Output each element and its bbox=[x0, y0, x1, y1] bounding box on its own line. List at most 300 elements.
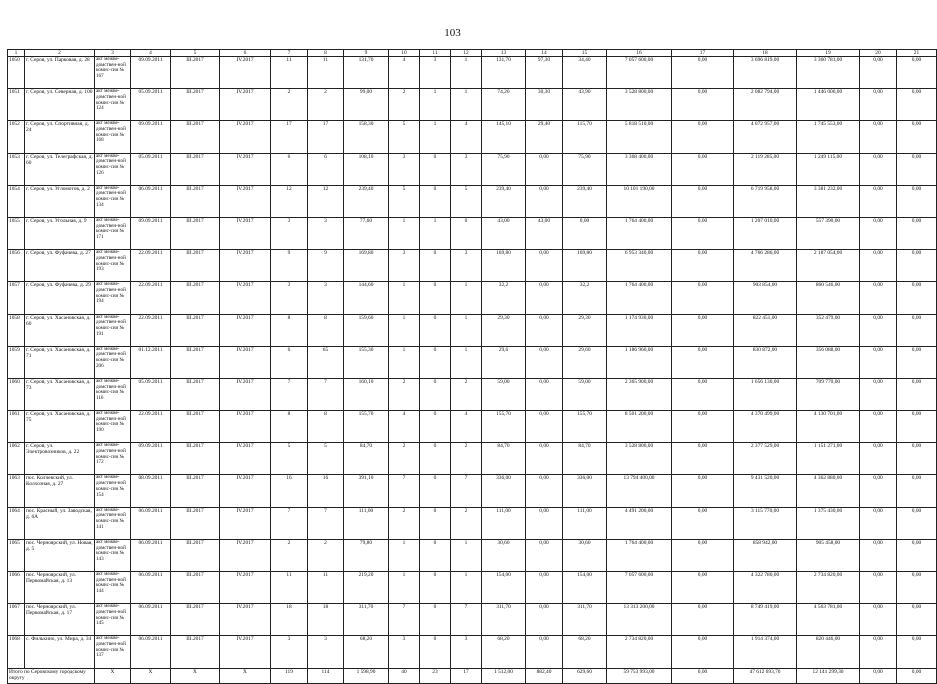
cell-c8: 9 bbox=[308, 250, 344, 282]
cell-c20: 0,00 bbox=[860, 411, 897, 443]
cell-date: 09.09.2011 bbox=[131, 57, 171, 89]
cell-c10: 2 bbox=[389, 507, 420, 539]
cell-c10: 3 bbox=[389, 153, 420, 185]
cell-c13: 30,60 bbox=[482, 539, 526, 571]
cell-c20: 0,00 bbox=[860, 346, 897, 378]
cell-c15: 29,30 bbox=[563, 314, 607, 346]
cell-c14: 29,40 bbox=[526, 121, 563, 153]
cell-c9: 77,60 bbox=[344, 217, 389, 249]
cell-c10: 2 bbox=[389, 378, 420, 410]
cell-c11: 0 bbox=[420, 604, 451, 636]
cell-c21: 0,00 bbox=[897, 314, 937, 346]
cell-n: 1052 bbox=[8, 121, 25, 153]
cell-c14: 0,00 bbox=[526, 282, 563, 314]
cell-c13: 311,70 bbox=[482, 604, 526, 636]
cell-c12: 1 bbox=[451, 539, 482, 571]
cell-date: 06.09.2011 bbox=[131, 185, 171, 217]
cell-addr: г. Серов, ул. Хасановская, д. 71 bbox=[25, 346, 95, 378]
cell-c18: 3 115 770,00 bbox=[734, 507, 797, 539]
cell-addr: пос. Черноярский, ул. Первомайская, д. 17 bbox=[25, 604, 95, 636]
cell-c13: 75,90 bbox=[482, 153, 526, 185]
cell-c17: 0,00 bbox=[672, 475, 734, 507]
cell-c7: 12 bbox=[271, 185, 308, 217]
cell-c21: 0,00 bbox=[897, 57, 937, 89]
cell-c7: 2 bbox=[271, 89, 308, 121]
cell-c16: 2 734 820,00 bbox=[607, 636, 672, 668]
total-c19: 12 141 299,30 bbox=[797, 668, 860, 683]
cell-q2: IV.2017 bbox=[220, 572, 271, 604]
cell-c18: 903 854,00 bbox=[734, 282, 797, 314]
cell-c19: 557 390,00 bbox=[797, 217, 860, 249]
cell-c8: 2 bbox=[308, 89, 344, 121]
column-number-13: 13 bbox=[482, 50, 526, 57]
cell-q2: IV.2017 bbox=[220, 89, 271, 121]
cell-date: 09.09.2011 bbox=[131, 443, 171, 475]
cell-q1: III.2017 bbox=[171, 250, 220, 282]
cell-c21: 0,00 bbox=[897, 250, 937, 282]
cell-n: 1062 bbox=[8, 443, 25, 475]
cell-addr: г. Серов, ул. Угломотов, д. 2 bbox=[25, 185, 95, 217]
column-number-19: 19 bbox=[797, 50, 860, 57]
cell-c16: 1 186 960,00 bbox=[607, 346, 672, 378]
cell-c7: 6 bbox=[271, 346, 308, 378]
cell-c19: 356 088,00 bbox=[797, 346, 860, 378]
cell-c10: 1 bbox=[389, 572, 420, 604]
cell-n: 1060 bbox=[8, 378, 25, 410]
cell-c16: 13 313 200,00 bbox=[607, 604, 672, 636]
page-number: 103 bbox=[444, 27, 461, 39]
cell-c9: 311,70 bbox=[344, 604, 389, 636]
cell-c18: 9 431 520,00 bbox=[734, 475, 797, 507]
cell-c12: 2 bbox=[451, 378, 482, 410]
cell-c14: 0,00 bbox=[526, 572, 563, 604]
cell-c9: 239,40 bbox=[344, 185, 389, 217]
cell-n: 1063 bbox=[8, 475, 25, 507]
total-c15: 629,60 bbox=[563, 668, 607, 683]
cell-c10: 1 bbox=[389, 346, 420, 378]
total-label: Итого по Серовскому городскому округу bbox=[8, 668, 95, 683]
cell-date: 22.09.2011 bbox=[131, 250, 171, 282]
cell-c9: 391,10 bbox=[344, 475, 389, 507]
column-number-11: 11 bbox=[420, 50, 451, 57]
cell-c15: 111,00 bbox=[563, 507, 607, 539]
cell-c17: 0,00 bbox=[672, 636, 734, 668]
cell-c19: 1 375 430,00 bbox=[797, 507, 860, 539]
cell-c15: 43,90 bbox=[563, 89, 607, 121]
cell-c13: 68,20 bbox=[482, 636, 526, 668]
cell-c20: 0,00 bbox=[860, 121, 897, 153]
cell-c11: 0 bbox=[420, 411, 451, 443]
cell-c9: 160,10 bbox=[344, 378, 389, 410]
cell-c13: 59,00 bbox=[482, 378, 526, 410]
cell-q2: IV.2017 bbox=[220, 443, 271, 475]
cell-c16: 3 528 800,00 bbox=[607, 89, 672, 121]
cell-c11: 1 bbox=[420, 217, 451, 249]
cell-c8: 8 bbox=[308, 314, 344, 346]
cell-addr: г. Серов, ул. Угольная, д. 9 bbox=[25, 217, 95, 249]
total-c16: 59 753 993,00 bbox=[607, 668, 672, 683]
column-number-9: 9 bbox=[344, 50, 389, 57]
cell-c17: 0,00 bbox=[672, 378, 734, 410]
cell-c8: 16 bbox=[308, 475, 344, 507]
table-row bbox=[8, 636, 937, 668]
cell-c15: 169,80 bbox=[563, 250, 607, 282]
cell-doc: акт межве-домствен-ной комис-сии № 143 bbox=[95, 539, 131, 571]
cell-c19: 1 745 553,00 bbox=[797, 121, 860, 153]
total-c14: 882,40 bbox=[526, 668, 563, 683]
cell-date: 01.12.2011 bbox=[131, 346, 171, 378]
cell-c14: 0,00 bbox=[526, 443, 563, 475]
cell-addr: пос. Колчевский, ул. Колхозная, д. 27 bbox=[25, 475, 95, 507]
cell-date: 22.09.2011 bbox=[131, 411, 171, 443]
table-row bbox=[8, 217, 937, 249]
table-row bbox=[8, 314, 937, 346]
cell-n: 1057 bbox=[8, 282, 25, 314]
cell-c13: 29,30 bbox=[482, 314, 526, 346]
cell-q2: IV.2017 bbox=[220, 636, 271, 668]
cell-c16: 4 491 200,00 bbox=[607, 507, 672, 539]
cell-c9: 99,00 bbox=[344, 89, 389, 121]
cell-c16: 3 528 800,00 bbox=[607, 443, 672, 475]
cell-q2: IV.2017 bbox=[220, 346, 271, 378]
cell-doc: акт межве-домствен-ной комис-сии № 206 bbox=[95, 346, 131, 378]
table-row bbox=[8, 282, 937, 314]
cell-c7: 3 bbox=[271, 217, 308, 249]
cell-q1: III.2017 bbox=[171, 475, 220, 507]
cell-c15: 32,2 bbox=[563, 282, 607, 314]
cell-c21: 0,00 bbox=[897, 443, 937, 475]
cell-c12: 4 bbox=[451, 411, 482, 443]
cell-c7: 8 bbox=[271, 314, 308, 346]
cell-q2: IV.2017 bbox=[220, 153, 271, 185]
cell-c7: 7 bbox=[271, 378, 308, 410]
cell-addr: г. Серов, ул. Хасановская, д. 73 bbox=[25, 378, 95, 410]
cell-n: 1066 bbox=[8, 572, 25, 604]
cell-addr: г. Серов, ул. Хасановская, д. 75 bbox=[25, 411, 95, 443]
cell-c8: 2 bbox=[308, 539, 344, 571]
cell-c20: 0,00 bbox=[860, 604, 897, 636]
table-row bbox=[8, 89, 937, 121]
cell-c13: 111,00 bbox=[482, 507, 526, 539]
cell-q2: IV.2017 bbox=[220, 282, 271, 314]
cell-c7: 16 bbox=[271, 475, 308, 507]
cell-date: 06.09.2011 bbox=[131, 572, 171, 604]
cell-c9: 84,70 bbox=[344, 443, 389, 475]
cell-c17: 0,00 bbox=[672, 604, 734, 636]
cell-q2: IV.2017 bbox=[220, 411, 271, 443]
cell-n: 1055 bbox=[8, 217, 25, 249]
cell-c13: 84,70 bbox=[482, 443, 526, 475]
cell-c13: 74,20 bbox=[482, 89, 526, 121]
cell-c21: 0,00 bbox=[897, 475, 937, 507]
cell-c20: 0,00 bbox=[860, 282, 897, 314]
table-row bbox=[8, 604, 937, 636]
column-number-4: 4 bbox=[131, 50, 171, 57]
column-number-1: 1 bbox=[8, 50, 25, 57]
cell-c7: 9 bbox=[271, 250, 308, 282]
cell-c21: 0,00 bbox=[897, 507, 937, 539]
table-row bbox=[8, 507, 937, 539]
cell-c13: 155,70 bbox=[482, 411, 526, 443]
cell-c15: 75,90 bbox=[563, 153, 607, 185]
cell-q2: IV.2017 bbox=[220, 217, 271, 249]
cell-c7: 3 bbox=[271, 282, 308, 314]
cell-c8: 3 bbox=[308, 636, 344, 668]
cell-c9: 79,80 bbox=[344, 539, 389, 571]
cell-c11: 3 bbox=[420, 57, 451, 89]
cell-c15: 59,00 bbox=[563, 378, 607, 410]
cell-c18: 3 696 819,00 bbox=[734, 57, 797, 89]
cell-c11: 1 bbox=[420, 121, 451, 153]
cell-c17: 0,00 bbox=[672, 314, 734, 346]
cell-c10: 1 bbox=[389, 314, 420, 346]
cell-c19: 2 734 820,00 bbox=[797, 572, 860, 604]
cell-c11: 0 bbox=[420, 185, 451, 217]
cell-c19: 4 563 781,00 bbox=[797, 604, 860, 636]
column-number-17: 17 bbox=[672, 50, 734, 57]
cell-c11: 0 bbox=[420, 507, 451, 539]
column-number-15: 15 bbox=[563, 50, 607, 57]
column-number-14: 14 bbox=[526, 50, 563, 57]
table-row bbox=[8, 153, 937, 185]
cell-c9: 159,60 bbox=[344, 314, 389, 346]
cell-c12: 3 bbox=[451, 153, 482, 185]
cell-c11: 0 bbox=[420, 378, 451, 410]
cell-c17: 0,00 bbox=[672, 217, 734, 249]
cell-c18: 2 082 794,00 bbox=[734, 89, 797, 121]
cell-c8: 18 bbox=[308, 604, 344, 636]
cell-c13: 336,00 bbox=[482, 475, 526, 507]
cell-c21: 0,00 bbox=[897, 153, 937, 185]
cell-c13: 154,00 bbox=[482, 572, 526, 604]
cell-c12: 0 bbox=[451, 217, 482, 249]
cell-c14: 43,00 bbox=[526, 217, 563, 249]
cell-c12: 2 bbox=[451, 443, 482, 475]
cell-doc: акт межве-домствен-ной комис-сии № 193 bbox=[95, 250, 131, 282]
cell-c18: 830 872,00 bbox=[734, 346, 797, 378]
cell-date: 09.09.2011 bbox=[131, 217, 171, 249]
cell-q1: III.2017 bbox=[171, 346, 220, 378]
cell-q2: IV.2017 bbox=[220, 57, 271, 89]
cell-c20: 0,00 bbox=[860, 572, 897, 604]
cell-q1: III.2017 bbox=[171, 411, 220, 443]
cell-addr: пос. Красный, ул. Заводская, д. 6А bbox=[25, 507, 95, 539]
cell-c14: 0,00 bbox=[526, 411, 563, 443]
cell-c13: 239,40 bbox=[482, 185, 526, 217]
cell-q1: III.2017 bbox=[171, 217, 220, 249]
cell-c20: 0,00 bbox=[860, 539, 897, 571]
cell-q1: III.2017 bbox=[171, 604, 220, 636]
cell-q1: III.2017 bbox=[171, 121, 220, 153]
cell-doc: акт межве-домствен-ной комис-сии № 168 bbox=[95, 121, 131, 153]
cell-q1: III.2017 bbox=[171, 539, 220, 571]
cell-doc: акт межве-домствен-ной комис-сии № 141 bbox=[95, 507, 131, 539]
cell-doc: акт межве-домствен-ной комис-сии № 167 bbox=[95, 57, 131, 89]
cell-c8: 3 bbox=[308, 217, 344, 249]
column-number-10: 10 bbox=[389, 50, 420, 57]
cell-c7: 5 bbox=[271, 443, 308, 475]
cell-c18: 4 766 286,00 bbox=[734, 250, 797, 282]
cell-c12: 2 bbox=[451, 507, 482, 539]
cell-c13: 43,00 bbox=[482, 217, 526, 249]
cell-q1: III.2017 bbox=[171, 89, 220, 121]
total-c9: 1 598,90 bbox=[344, 668, 389, 683]
cell-c11: 0 bbox=[420, 153, 451, 185]
cell-c21: 0,00 bbox=[897, 185, 937, 217]
cell-q1: III.2017 bbox=[171, 185, 220, 217]
cell-c15: 154,00 bbox=[563, 572, 607, 604]
cell-c8: 3 bbox=[308, 282, 344, 314]
cell-c8: 11 bbox=[308, 57, 344, 89]
cell-doc: акт межве-домствен-ной комис-сии № 134 bbox=[95, 185, 131, 217]
cell-c8: 17 bbox=[308, 121, 344, 153]
cell-doc: акт межве-домствен-ной комис-сии № 194 bbox=[95, 282, 131, 314]
cell-c18: 8 749 419,00 bbox=[734, 604, 797, 636]
cell-c14: 0,00 bbox=[526, 604, 563, 636]
cell-doc: акт межве-домствен-ной комис-сии № 116 bbox=[95, 378, 131, 410]
cell-c18: 1 207 010,00 bbox=[734, 217, 797, 249]
table-row bbox=[8, 121, 937, 153]
table-row bbox=[8, 346, 937, 378]
cell-c12: 1 bbox=[451, 89, 482, 121]
table-row bbox=[8, 185, 937, 217]
cell-c21: 0,00 bbox=[897, 346, 937, 378]
cell-c10: 7 bbox=[389, 475, 420, 507]
cell-q1: III.2017 bbox=[171, 636, 220, 668]
cell-c15: 30,60 bbox=[563, 539, 607, 571]
cell-c11: 0 bbox=[420, 443, 451, 475]
cell-c16: 6 953 340,00 bbox=[607, 250, 672, 282]
header-row bbox=[8, 50, 937, 57]
cell-c10: 3 bbox=[389, 636, 420, 668]
cell-date: 05.09.2011 bbox=[131, 378, 171, 410]
cell-c15: 68,20 bbox=[563, 636, 607, 668]
cell-date: 05.09.2011 bbox=[131, 153, 171, 185]
cell-c18: 6 719 958,00 bbox=[734, 185, 797, 217]
cell-date: 05.09.2011 bbox=[131, 89, 171, 121]
cell-c16: 2 365 900,00 bbox=[607, 378, 672, 410]
cell-c14: 0,00 bbox=[526, 314, 563, 346]
cell-c9: 158,30 bbox=[344, 121, 389, 153]
cell-n: 1050 bbox=[8, 57, 25, 89]
total-c4: X bbox=[131, 668, 171, 683]
cell-c17: 0,00 bbox=[672, 507, 734, 539]
cell-date: 08.09.2011 bbox=[131, 475, 171, 507]
cell-c15: 239,40 bbox=[563, 185, 607, 217]
cell-c11: 0 bbox=[420, 475, 451, 507]
cell-c10: 1 bbox=[389, 282, 420, 314]
cell-c20: 0,00 bbox=[860, 185, 897, 217]
cell-c17: 0,00 bbox=[672, 443, 734, 475]
cell-q1: III.2017 bbox=[171, 314, 220, 346]
total-c20: 0,00 bbox=[860, 668, 897, 683]
cell-c12: 7 bbox=[451, 475, 482, 507]
cell-q2: IV.2017 bbox=[220, 507, 271, 539]
cell-c21: 0,00 bbox=[897, 217, 937, 249]
cell-q1: III.2017 bbox=[171, 378, 220, 410]
cell-n: 1058 bbox=[8, 314, 25, 346]
cell-c21: 0,00 bbox=[897, 411, 937, 443]
cell-c19: 2 187 054,00 bbox=[797, 250, 860, 282]
cell-n: 1054 bbox=[8, 185, 25, 217]
cell-c10: 4 bbox=[389, 411, 420, 443]
cell-date: 06.09.2011 bbox=[131, 604, 171, 636]
cell-n: 1053 bbox=[8, 153, 25, 185]
cell-c11: 0 bbox=[420, 346, 451, 378]
cell-c20: 0,00 bbox=[860, 475, 897, 507]
cell-q2: IV.2017 bbox=[220, 604, 271, 636]
cell-c11: 0 bbox=[420, 636, 451, 668]
cell-addr: г. Серов, ул. Спортивная, д. 24 bbox=[25, 121, 95, 153]
cell-c11: 1 bbox=[420, 89, 451, 121]
cell-c14: 0,00 bbox=[526, 475, 563, 507]
cell-c15: 155,70 bbox=[563, 411, 607, 443]
cell-c16: 1 174 930,00 bbox=[607, 314, 672, 346]
cell-c16: 7 057 600,00 bbox=[607, 572, 672, 604]
cell-n: 1051 bbox=[8, 89, 25, 121]
cell-c11: 0 bbox=[420, 250, 451, 282]
cell-c11: 0 bbox=[420, 539, 451, 571]
cell-c8: 5 bbox=[308, 443, 344, 475]
cell-q1: III.2017 bbox=[171, 507, 220, 539]
cell-c16: 13 794 400,00 bbox=[607, 475, 672, 507]
cell-c17: 0,00 bbox=[672, 572, 734, 604]
cell-c17: 0,00 bbox=[672, 153, 734, 185]
total-c6: X bbox=[220, 668, 271, 683]
cell-c21: 0,00 bbox=[897, 539, 937, 571]
cell-n: 1056 bbox=[8, 250, 25, 282]
cell-c7: 11 bbox=[271, 57, 308, 89]
column-number-16: 16 bbox=[607, 50, 672, 57]
table-row bbox=[8, 443, 937, 475]
cell-c12: 1 bbox=[451, 282, 482, 314]
cell-doc: акт межве-домствен-ной комис-сии № 172 bbox=[95, 443, 131, 475]
total-c21: 0,00 bbox=[897, 668, 937, 683]
cell-c17: 0,00 bbox=[672, 185, 734, 217]
cell-c14: 0,00 bbox=[526, 185, 563, 217]
cell-date: 09.09.2011 bbox=[131, 121, 171, 153]
cell-c14: 0,00 bbox=[526, 539, 563, 571]
cell-q2: IV.2017 bbox=[220, 185, 271, 217]
cell-q2: IV.2017 bbox=[220, 378, 271, 410]
cell-c13: 32,2 bbox=[482, 282, 526, 314]
cell-c16: 1 764 400,00 bbox=[607, 217, 672, 249]
table-row bbox=[8, 572, 937, 604]
cell-c17: 0,00 bbox=[672, 89, 734, 121]
cell-c7: 17 bbox=[271, 121, 308, 153]
cell-c12: 4 bbox=[451, 121, 482, 153]
cell-c7: 8 bbox=[271, 411, 308, 443]
cell-c21: 0,00 bbox=[897, 282, 937, 314]
total-c12: 17 bbox=[451, 668, 482, 683]
cell-c13: 131,70 bbox=[482, 57, 526, 89]
column-number-18: 18 bbox=[734, 50, 797, 57]
cell-c12: 1 bbox=[451, 314, 482, 346]
cell-c9: 144,60 bbox=[344, 282, 389, 314]
cell-n: 1068 bbox=[8, 636, 25, 668]
cell-c10: 1 bbox=[389, 539, 420, 571]
cell-c14: 0,00 bbox=[526, 250, 563, 282]
cell-c19: 3 381 232,00 bbox=[797, 185, 860, 217]
cell-q1: III.2017 bbox=[171, 153, 220, 185]
cell-c15: 84,70 bbox=[563, 443, 607, 475]
cell-doc: акт межве-домствен-ной комис-сии № 137 bbox=[95, 636, 131, 668]
cell-c17: 0,00 bbox=[672, 346, 734, 378]
column-number-2: 2 bbox=[25, 50, 95, 57]
column-number-7: 7 bbox=[271, 50, 308, 57]
table-row bbox=[8, 250, 937, 282]
cell-c10: 3 bbox=[389, 250, 420, 282]
